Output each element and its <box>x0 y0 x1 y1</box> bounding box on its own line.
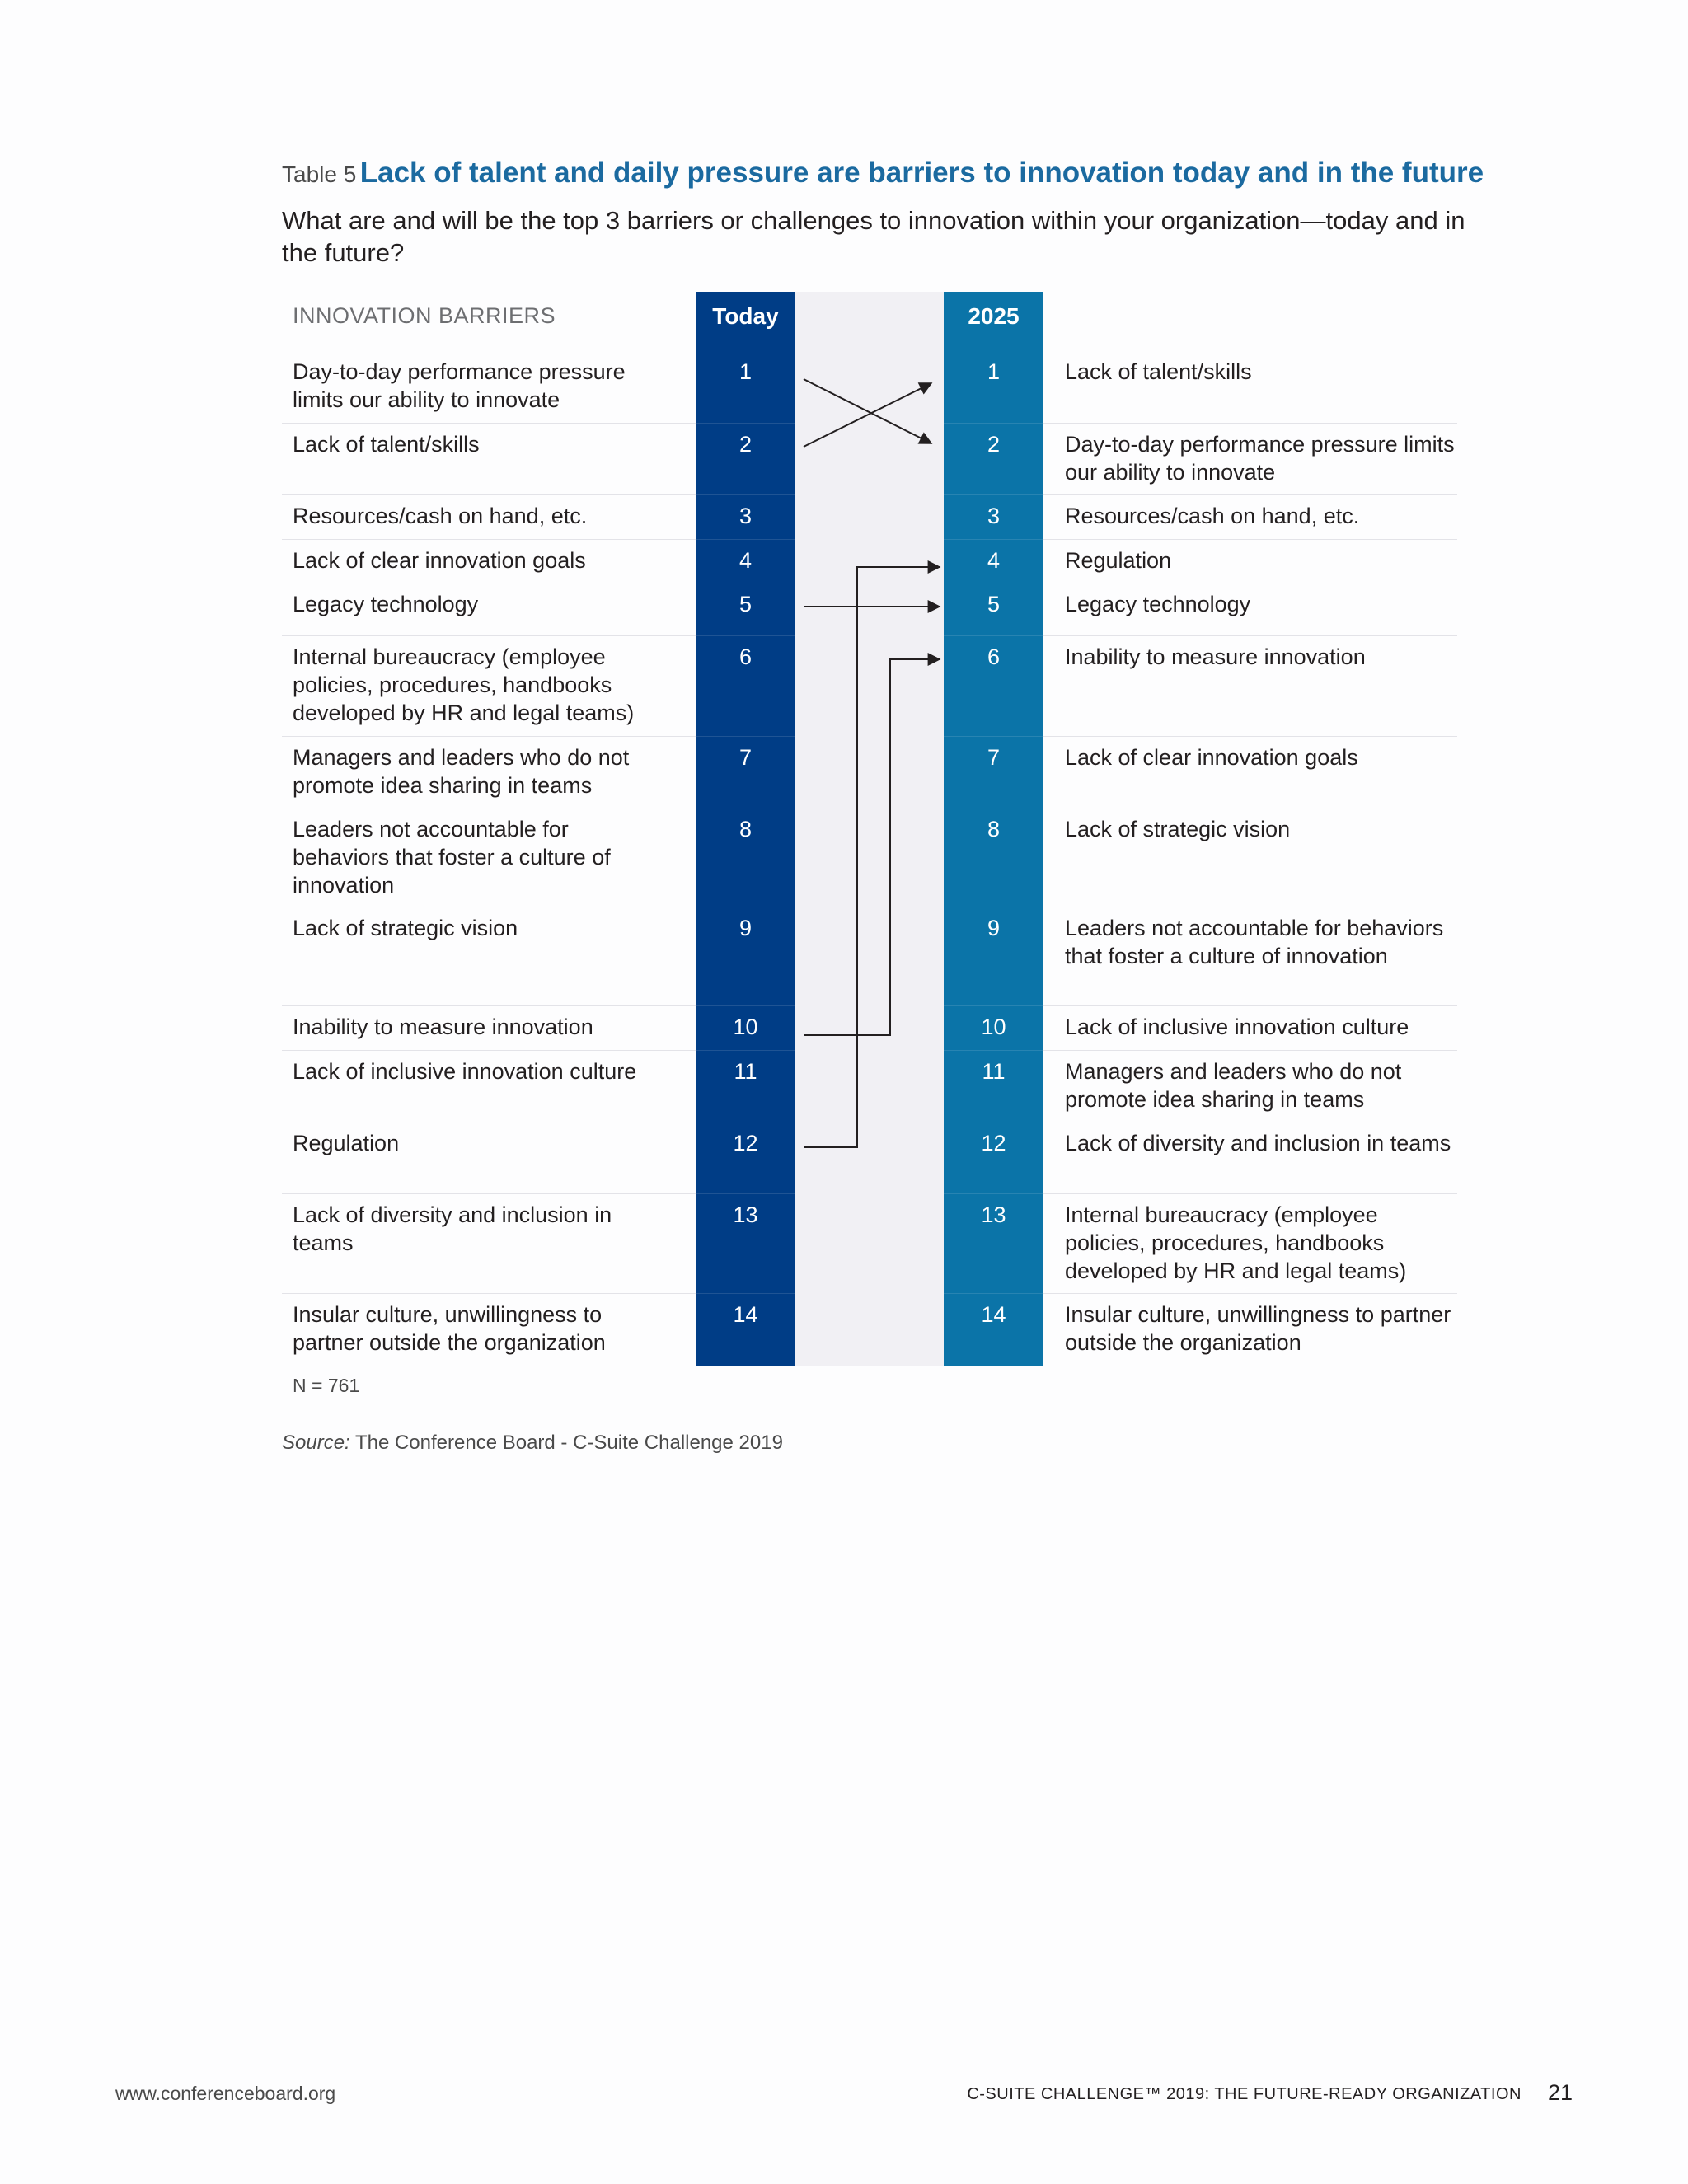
table-label: Table 5 <box>282 162 357 187</box>
barrier-today-label: Day-to-day performance pressure limits our ability to innovate <box>293 359 626 412</box>
barrier-today-label: Lack of inclusive innovation culture <box>293 1059 637 1084</box>
barrier-today-label: Internal bureaucracy (employee policies, procedures, handbooks developed by HR and legal teams) <box>293 644 635 725</box>
future-rank: 7 <box>987 745 1001 770</box>
today-rank: 1 <box>738 359 753 384</box>
future-rank: 2 <box>987 432 1001 457</box>
today-rank: 14 <box>733 1302 758 1327</box>
future-rank: 11 <box>982 1059 1006 1084</box>
barrier-2025-label: Managers and leaders who do not promote idea sharing in teams <box>1065 1059 1402 1112</box>
future-header: 2025 <box>968 303 1020 329</box>
today-rank: 12 <box>733 1131 758 1155</box>
barrier-2025-label: Legacy technology <box>1065 592 1251 616</box>
future-rank: 9 <box>987 916 1001 940</box>
barrier-today-label: Legacy technology <box>293 592 479 616</box>
sample-size: N = 761 <box>293 1375 360 1396</box>
barrier-today-label: Leaders not accountable for behaviors that foster a culture of innovation <box>293 817 611 898</box>
today-rank: 3 <box>738 504 753 528</box>
barrier-today-label: Resources/cash on hand, etc. <box>293 504 588 528</box>
today-rank: 8 <box>738 817 753 841</box>
barrier-2025-label: Lack of inclusive innovation culture <box>1065 1015 1409 1039</box>
barrier-today-label: Regulation <box>293 1131 400 1155</box>
future-rank: 1 <box>987 359 1001 384</box>
footer-publication: C-SUITE CHALLENGE™ 2019: THE FUTURE-READY ORGANIZATION <box>967 2085 1522 2103</box>
today-rank: 7 <box>738 745 753 770</box>
page-number: 21 <box>1547 2080 1573 2105</box>
future-rank: 6 <box>987 644 1001 669</box>
today-rank: 4 <box>738 548 753 573</box>
arrow-row1-to-row2 <box>804 379 931 443</box>
barrier-2025-label: Lack of diversity and inclusion in teams <box>1065 1131 1451 1155</box>
table-title: Lack of talent and daily pressure are barriers to innovation today and in the future <box>359 157 1484 189</box>
barrier-2025-label: Insular culture, unwillingness to partner outside the organization <box>1065 1302 1451 1355</box>
future-rank: 8 <box>987 817 1001 841</box>
barrier-today-label: Lack of clear innovation goals <box>293 548 586 573</box>
barrier-today-label: Managers and leaders who do not promote idea sharing in teams <box>293 745 630 798</box>
barrier-2025-label: Internal bureaucracy (employee policies, procedures, handbooks developed by HR and legal teams) <box>1065 1202 1407 1283</box>
today-rank: 5 <box>738 592 753 616</box>
innovation-barriers-header: INNOVATION BARRIERS <box>293 303 556 328</box>
today-rank: 9 <box>738 916 753 940</box>
today-rank: 6 <box>738 644 753 669</box>
barrier-2025-label: Inability to measure innovation <box>1065 644 1366 669</box>
barrier-2025-label: Lack of strategic vision <box>1065 817 1291 841</box>
barrier-2025-label: Leaders not accountable for behaviors that foster a culture of innovation <box>1065 916 1444 968</box>
barrier-today-label: Lack of strategic vision <box>293 916 518 940</box>
future-rank: 10 <box>981 1015 1006 1039</box>
today-rank: 11 <box>734 1059 757 1084</box>
barrier-2025-label: Resources/cash on hand, etc. <box>1065 504 1360 528</box>
survey-question: What are and will be the top 3 barriers or challenges to innovation within your organization—today and in the future? <box>282 206 1465 267</box>
future-rank: 12 <box>981 1131 1006 1155</box>
today-rank: 2 <box>738 432 753 457</box>
barrier-2025-label: Lack of clear innovation goals <box>1065 745 1358 770</box>
source-label: Source: <box>282 1432 350 1454</box>
today-rank: 10 <box>733 1015 758 1039</box>
source-text: The Conference Board - C-Suite Challenge 2019 <box>349 1432 783 1454</box>
barrier-today-label: Insular culture, unwillingness to partner outside the organization <box>293 1302 606 1355</box>
future-rank: 4 <box>987 548 1001 573</box>
barrier-2025-label: Day-to-day performance pressure limits our ability to innovate <box>1065 432 1455 485</box>
barrier-today-label: Lack of talent/skills <box>293 432 480 457</box>
footer-url[interactable]: www.conferenceboard.org <box>115 2083 336 2104</box>
future-rank: 13 <box>981 1202 1006 1227</box>
barrier-2025-label: Regulation <box>1065 548 1172 573</box>
barrier-today-label: Lack of diversity and inclusion in teams <box>293 1202 612 1255</box>
future-rank: 5 <box>987 592 1001 616</box>
future-rank: 14 <box>981 1302 1006 1327</box>
future-rank: 3 <box>987 504 1001 528</box>
arrow-row2-to-row1 <box>804 383 931 447</box>
today-header: Today <box>712 303 779 329</box>
arrow-inability-to-measure <box>804 659 940 1035</box>
today-rank: 13 <box>733 1202 758 1227</box>
arrow-regulation <box>804 567 940 1147</box>
barrier-2025-label: Lack of talent/skills <box>1065 359 1252 384</box>
source-note <box>282 1432 783 1455</box>
barrier-today-label: Inability to measure innovation <box>293 1015 593 1039</box>
